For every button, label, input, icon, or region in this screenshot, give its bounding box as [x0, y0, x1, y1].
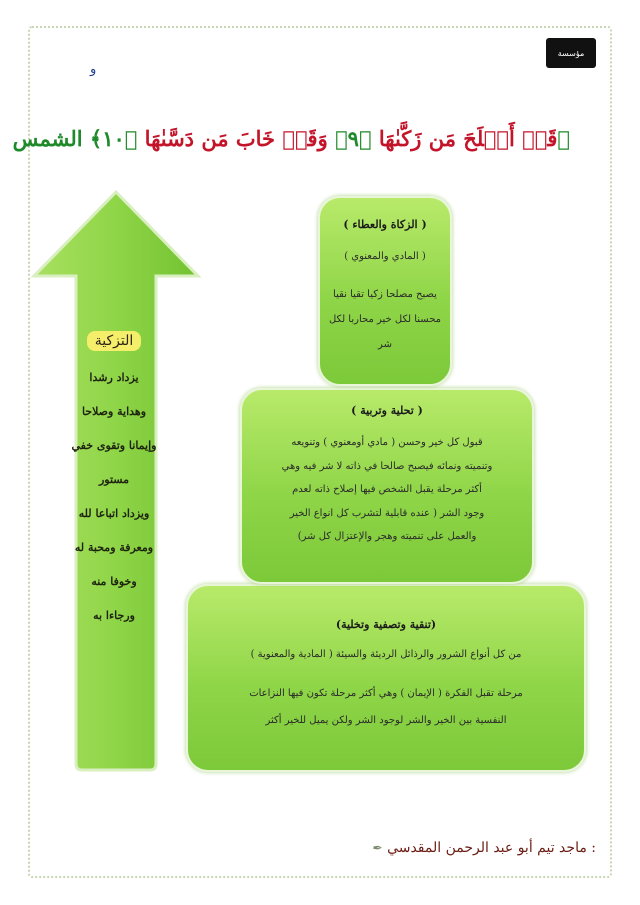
tahliya-box-line: والعمل على تنميته وهجر والإعتزال كل شر) [297, 531, 477, 542]
arrow-item: وخوفا منه [91, 575, 137, 588]
verse-source: الشمس [12, 126, 83, 151]
verse-number-2: ﴿١٠﴾ [89, 126, 138, 151]
arrow-item: يزداد رشدا [89, 371, 139, 384]
tanqiya-box-line: من كل أنواع الشرور والرذائل الرديئة والسيئة ( المادية والمعنوية ) [250, 649, 522, 660]
arrow-item: ورجاءا به [93, 609, 135, 622]
tanqiya-box [186, 584, 586, 772]
tahliya-box-line: أكثر مرحلة يقبل الشخص فيها إصلاح ذاته لعدم [292, 484, 482, 495]
logo-text: مؤسسة [557, 48, 585, 58]
quran-verse [12, 126, 570, 151]
arrow-content [58, 330, 170, 643]
zakat-box-subtitle: ( المادي والمعنوي ) [344, 251, 426, 262]
top-mark: ﻭ [90, 62, 97, 77]
tahliya-box-line: قبول كل خير وحسن ( مادي أومعنوي ) وتنويعه [291, 437, 483, 448]
zakat-box-body [320, 262, 450, 357]
tanqiya-box-title: (تنقية وتصفية وتخلية) [335, 618, 437, 631]
tahliya-box-line: وتنميته ونمائه فيصبح صالحا في ذاته لا شر فيه وهي [281, 460, 493, 472]
tanqiya-box-line: النفسية بين الخير والشر لوجود الشر ولكن يميل للخير أكثر [265, 715, 507, 726]
zakat-box [318, 196, 452, 386]
zakat-box-line: شر [378, 339, 392, 350]
author-signature [372, 840, 596, 856]
tahliya-box-line: وجود الشر ( عنده قابلية لتشرب كل انواع الخير [289, 507, 485, 519]
logo [546, 38, 596, 68]
arrow-title: التزكية [87, 331, 142, 351]
zakat-box-title: ( الزكاة والعطاء ) [343, 218, 427, 231]
arrow-item: وإيمانا وتقوى خفي [71, 439, 157, 452]
zakat-box-line: محسنا لكل خير محاربا لكل [328, 314, 442, 325]
tahliya-box [240, 388, 534, 584]
tahliya-box-title: ( تحلية وتربية ) [351, 404, 423, 417]
tahliya-box-body [242, 417, 532, 549]
verse-text-2: وَقَدۡ خَابَ مَن دَسَّىٰهَا [144, 126, 328, 151]
verse-number-1: ﴿٩﴾ [335, 126, 372, 151]
author-name: : ماجد تيم أبو عبد الرحمن المقدسي [387, 840, 596, 856]
arrow-item: ويزداد اتباعا لله [78, 507, 150, 520]
verse-text-1: قَدۡ أَفۡلَحَ مَن زَكَّىٰهَا [378, 126, 558, 151]
arrow-item: ومعرفة ومحبة له [74, 541, 154, 554]
arrow-item: وهداية وصلاحا [81, 405, 147, 418]
arrow-item: مستور [98, 473, 130, 486]
tanqiya-box-body [188, 660, 584, 734]
zakat-box-line: يصبح مصلحا زكيا تقيا نقيا [333, 289, 437, 300]
verse-open-bracket: ﴿ [557, 126, 570, 151]
feather-icon: ✒ [372, 841, 383, 855]
tanqiya-box-line: مرحلة تقبل الفكرة ( الإيمان ) وهي أكثر مرحلة تكون فيها النزاعات [249, 688, 523, 699]
